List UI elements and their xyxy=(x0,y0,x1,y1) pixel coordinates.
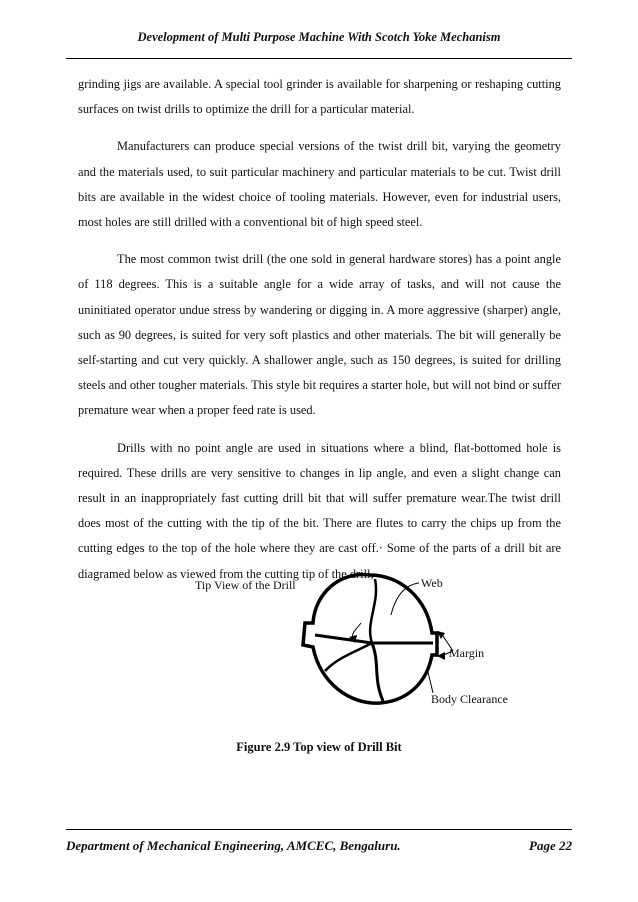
label-web: Web xyxy=(421,576,443,590)
figure-title: Tip View of the Drill xyxy=(195,578,296,592)
label-margin: Margin xyxy=(449,646,485,660)
paragraph: Manufacturers can produce special versions of the twist drill bit, varying the geometry and the materials used, to suit particular machinery and particular materials to be cut. Twist drill bits are available in the widest choice of tooling materials. However, even for industrial users, most holes are still drilled with a conventional bit of high speed steel. xyxy=(78,139,561,230)
web-curve xyxy=(370,579,376,643)
footer-rule xyxy=(66,829,572,830)
paragraph: The most common twist drill (the one sold in general hardware stores) has a point angle of 118 degrees. This is a suitable angle for a wide array of tasks, and will not cause the uninitiated operator undue stress by wandering or digging in. A more aggressive (sharper) angle, such as 90 degrees, is suited for very soft plastics and other materials. The bit will generally be self-starting and cut very quickly. A shallower angle, such as 150 degrees, is suited for drilling steels and other tougher materials. This style bit requires a starter hole, but will not bind or suffer premature wear when a proper feed rate is used. xyxy=(78,252,561,418)
label-body-clearance: Body Clearance xyxy=(431,692,508,706)
drill-tip-figure xyxy=(175,563,535,713)
cutting-lip xyxy=(372,643,383,701)
body-text xyxy=(78,72,561,599)
paragraph: Drills with no point angle are used in situations where a blind, flat-bottomed hole is required. These drills are very sensitive to changes in lip angle, and even a slight change can result in an inappropriately fast cutting drill bit that will suffer premature wear.The twist drill does most of the cutting with the tip of the bit. There are flutes to carry the chips up from the cutting edges to the top of the hole where they are cast off.· Some of the parts of a drill bit are diagramed below as viewed from the cutting tip of the drill, xyxy=(78,440,561,581)
drill-tip-diagram xyxy=(175,563,535,713)
footer-department: Department of Mechanical Engineering, AMCEC, Bengaluru. xyxy=(66,838,401,853)
web-curve xyxy=(325,643,372,671)
paragraph-continued: grinding jigs are available. A special tool grinder is available for sharpening or reshaping cutting surfaces on twist drills to optimize the drill for a particular material. xyxy=(78,77,561,117)
header-rule xyxy=(66,58,572,59)
body-clearance-leader xyxy=(427,668,433,693)
cutting-lip xyxy=(315,635,372,643)
figure-caption: Figure 2.9 Top view of Drill Bit xyxy=(236,740,402,754)
page-number: Page 22 xyxy=(529,838,572,853)
running-header: Development of Multi Purpose Machine With Scotch Yoke Mechanism xyxy=(137,30,501,44)
